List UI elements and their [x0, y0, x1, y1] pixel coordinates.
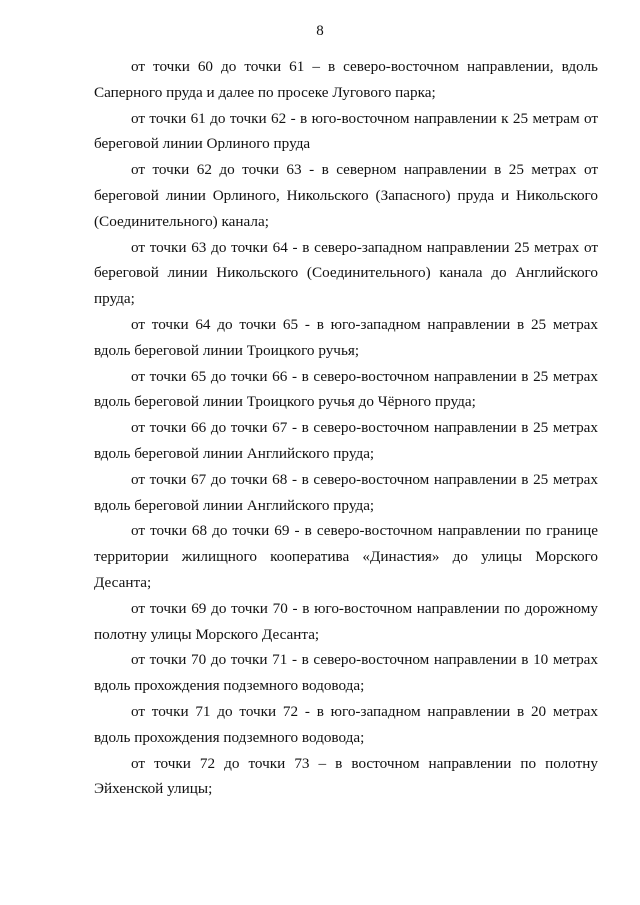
- paragraph-first-line: от точки 68 до точки 69 - в северо-восточном направлении по границе: [131, 522, 598, 540]
- paragraph-first-line: от точки 69 до точки 70 - в юго-восточном направлении по дорожному: [131, 599, 598, 617]
- paragraph: [94, 699, 598, 751]
- paragraph: [94, 415, 598, 467]
- paragraph: [94, 364, 598, 416]
- paragraph: [94, 106, 598, 158]
- paragraph-continuation: Саперного пруда и далее по просеке Лугового парка;: [94, 83, 436, 101]
- paragraph-first-line: от точки 66 до точки 67 - в северо-восточном направлении в 25 метрах: [131, 419, 598, 437]
- paragraph: [94, 312, 598, 364]
- paragraph-continuation: вдоль береговой линии Английского пруда;: [94, 444, 375, 462]
- paragraph: [94, 596, 598, 648]
- paragraph: [94, 467, 598, 519]
- paragraph-continuation: полотну улицы Морского Десанта;: [94, 625, 320, 643]
- page-number: 8: [316, 23, 324, 39]
- paragraph-continuation: береговой линии Никольского (Соединительного) канала до Английского пруда;: [94, 264, 598, 308]
- paragraph-continuation: вдоль прохождения подземного водовода;: [94, 728, 365, 746]
- paragraph-continuation: Эйхенской улицы;: [94, 780, 213, 798]
- paragraph-first-line: от точки 64 до точки 65 - в юго-западном направлении в 25 метрах: [131, 315, 598, 333]
- paragraph-list: [94, 54, 598, 802]
- paragraph-first-line: от точки 71 до точки 72 - в юго-западном направлении в 20 метрах: [131, 702, 598, 720]
- paragraph-first-line: от точки 63 до точки 64 - в северо-западном направлении 25 метрах от: [131, 238, 598, 256]
- paragraph-continuation: вдоль береговой линии Английского пруда;: [94, 496, 375, 514]
- paragraph-first-line: от точки 70 до точки 71 - в северо-восточном направлении в 10 метрах: [131, 651, 598, 669]
- paragraph-continuation: вдоль прохождения подземного водовода;: [94, 677, 365, 695]
- paragraph: [94, 235, 598, 312]
- paragraph: [94, 54, 598, 106]
- paragraph-first-line: от точки 72 до точки 73 – в восточном направлении по полотну: [131, 754, 598, 772]
- paragraph-first-line: от точки 65 до точки 66 - в северо-восточном направлении в 25 метрах: [131, 367, 598, 385]
- paragraph-continuation: территории жилищного кооператива «Династия» до улицы Морского Десанта;: [94, 548, 598, 591]
- paragraph: [94, 157, 598, 234]
- paragraph-continuation: вдоль береговой линии Троицкого ручья до Чёрного пруда;: [94, 393, 476, 411]
- paragraph-first-line: от точки 67 до точки 68 - в северо-восточном направлении в 25 метрах: [131, 470, 598, 488]
- paragraph-first-line: от точки 62 до точки 63 - в северном направлении в 25 метрах от: [131, 161, 598, 179]
- paragraph: [94, 647, 598, 699]
- paragraph-continuation: береговой линии Орлиного, Никольского (Запасного) пруда и Никольского (Соединительного) канала;: [94, 186, 598, 230]
- paragraph-first-line: от точки 61 до точки 62 - в юго-восточном направлении к 25 метрам от: [131, 109, 598, 127]
- paragraph: [94, 518, 598, 595]
- paragraph: [94, 751, 598, 803]
- paragraph-continuation: вдоль береговой линии Троицкого ручья;: [94, 341, 360, 359]
- paragraph-first-line: от точки 60 до точки 61 – в северо-восточном направлении, вдоль: [131, 58, 598, 75]
- paragraph-continuation: береговой линии Орлиного пруда: [94, 135, 311, 153]
